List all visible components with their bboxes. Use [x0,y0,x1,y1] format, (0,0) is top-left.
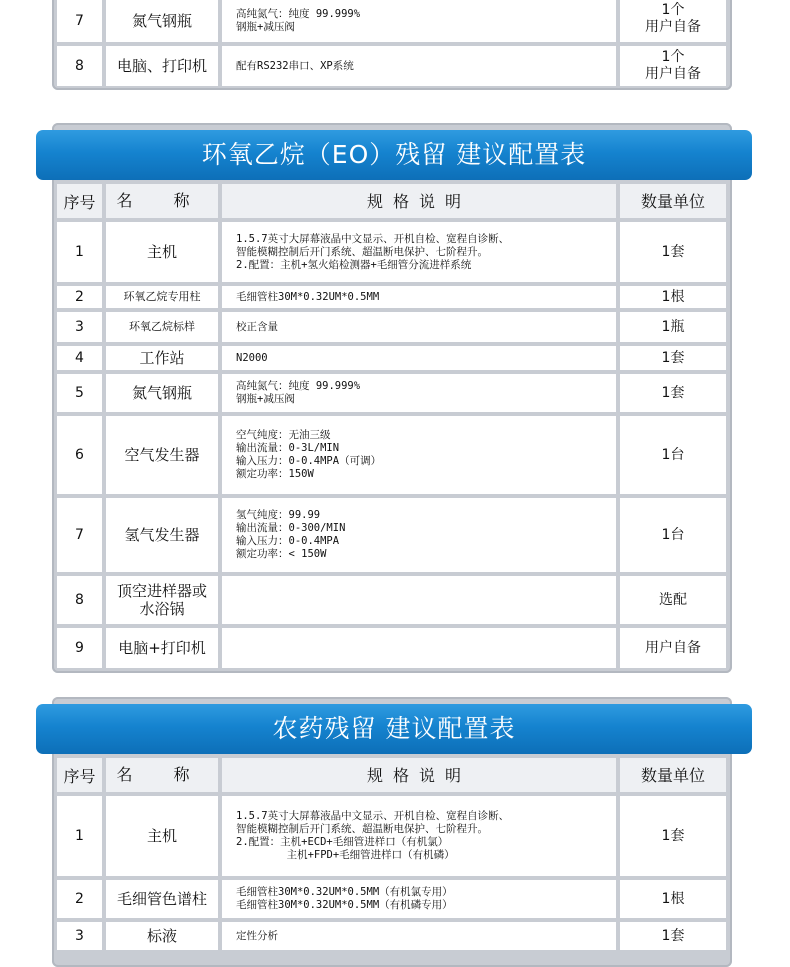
name-line: 水浴锅 [139,600,185,618]
name-line: 顶空进样器或 [116,582,207,600]
spec-line: 智能模糊控制后开门系统、超温断电保护、七阶程升。 [236,245,488,258]
table-row-spec [222,416,616,494]
table-row-name: 主机 [106,222,218,282]
header-name: 名 称 [106,184,218,218]
eo-table-title: 环氧乙烷（EO）残留 建议配置表 [36,130,752,180]
table-row-qty: 1套 [620,922,726,950]
spec-line: 输出流量：0-300/MIN [236,522,346,534]
spec-line: 1.5.7英寸大屏幕液晶中文显示、开机自检、宽程自诊断、 [236,810,510,822]
header-qty: 数量单位 [620,758,726,792]
table-row-spec [222,498,616,572]
spec-line: 高纯氮气：纯度 99.999% [236,8,361,20]
header-spec: 规格说明 [222,758,616,792]
table-row-qty: 1套 [620,222,726,282]
table-row-qty: 1套 [620,796,726,876]
table-row-no: 1 [57,222,102,282]
table-row-name: 氮气钢瓶 [106,374,218,412]
table-row-no: 3 [57,922,102,950]
table-row-no: 2 [57,880,102,918]
table-row-spec [222,880,616,918]
table-row-name: 主机 [106,796,218,876]
table-row-name: 环氧乙烷标样 [106,312,218,342]
table-row-spec [222,46,616,86]
spec-line: 定性分析 [236,929,278,942]
qty-line: 1个 [661,49,685,65]
table-row-name: 工作站 [106,346,218,370]
header-spec: 规格说明 [222,184,616,218]
table-row-qty: 1台 [620,416,726,494]
spec-line: 毛细管柱30M*0.32UM*0.5MM（有机磷专用） [236,899,453,911]
table-row-spec [222,576,616,624]
spec-line: 钢瓶+减压阀 [236,393,295,405]
spec-line: 额定功率：150W [236,468,314,480]
table-row-no: 8 [57,46,102,86]
table-row-no: 4 [57,346,102,370]
table-row-name: 电脑、打印机 [106,46,218,86]
table-row-name: 氢气发生器 [106,498,218,572]
table-row-no: 7 [57,0,102,42]
table-row-spec [222,312,616,342]
header-qty: 数量单位 [620,184,726,218]
spec-line: 高纯氮气：纯度 99.999% [236,380,361,392]
table-row-spec [222,628,616,668]
header-no: 序号 [57,184,102,218]
spec-line: 输出流量：0-3L/MIN [236,442,340,454]
spec-line: 主机+FPD+毛细管进样口（有机磷） [236,849,455,861]
spec-line: 毛细管柱30M*0.32UM*0.5MM（有机氯专用） [236,886,453,898]
table-row-no: 3 [57,312,102,342]
header-no: 序号 [57,758,102,792]
table-row-no: 1 [57,796,102,876]
table-row-spec [222,222,616,282]
table-row-qty: 1台 [620,498,726,572]
qty-line: 用户自备 [645,66,701,82]
table-row-qty: 1套 [620,374,726,412]
table-row-no: 9 [57,628,102,668]
spec-line: 1.5.7英寸大屏幕液晶中文显示、开机自检、宽程自诊断、 [236,232,510,245]
spec-line: 毛细管柱30M*0.32UM*0.5MM [236,290,380,303]
table-row-spec [222,286,616,308]
table-row-spec [222,0,616,42]
spec-line: 额定功率：< 150W [236,548,327,560]
spec-line: 钢瓶+减压阀 [236,21,295,33]
spec-line: 2.配置：主机+氢火焰检测器+毛细管分流进样系统 [236,258,472,271]
table-row-qty: 用户自备 [620,628,726,668]
table-row-spec [222,346,616,370]
spec-line: 输入压力：0-0.4MPA [236,535,340,547]
spec-line: 校正含量 [236,320,278,333]
spec-line: 氢气纯度：99.99 [236,509,321,521]
spec-line: 配有RS232串口、XP系统 [236,59,354,72]
table-row-spec [222,796,616,876]
table-row-name: 标液 [106,922,218,950]
table-row-name: 毛细管色谱柱 [106,880,218,918]
table-row-qty [620,0,726,42]
table-row-qty: 选配 [620,576,726,624]
spec-line: 智能模糊控制后开门系统、超温断电保护、七阶程升。 [236,823,488,835]
table-row-qty: 1瓶 [620,312,726,342]
table-row-name: 氮气钢瓶 [106,0,218,42]
table-row-no: 5 [57,374,102,412]
spec-line: 空气纯度：无油三级 [236,429,331,441]
table-row-no: 2 [57,286,102,308]
spec-line: 输入压力：0-0.4MPA（可调） [236,455,382,467]
table-row-spec [222,374,616,412]
table-row-no: 7 [57,498,102,572]
table-row-name: 空气发生器 [106,416,218,494]
header-name: 名 称 [106,758,218,792]
table-row-qty: 1根 [620,286,726,308]
table-row-spec [222,922,616,950]
spec-line: 2.配置：主机+ECD+毛细管进样口（有机氯） [236,836,449,848]
table-row-name: 环氧乙烷专用柱 [106,286,218,308]
table-row-qty: 1套 [620,346,726,370]
table-row-name [106,576,218,624]
table-row-name: 电脑+打印机 [106,628,218,668]
pesticide-table-title: 农药残留 建议配置表 [36,704,752,754]
spec-line: N2000 [236,351,268,364]
qty-line: 1个 [661,2,685,18]
table-row-no: 6 [57,416,102,494]
table-row-qty: 1根 [620,880,726,918]
qty-line: 用户自备 [645,19,701,35]
table-row-no: 8 [57,576,102,624]
table-row-qty [620,46,726,86]
